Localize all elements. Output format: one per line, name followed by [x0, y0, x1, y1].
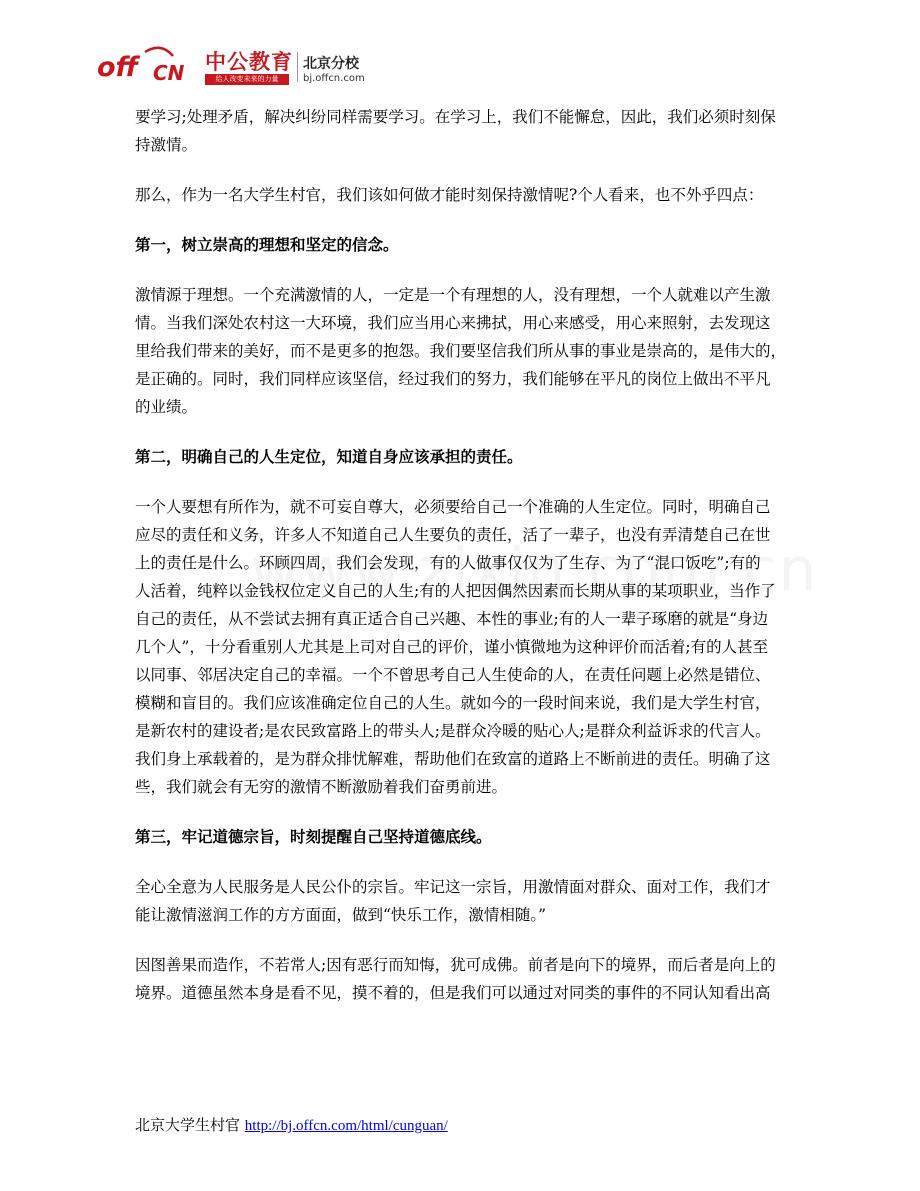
- text-line: 第一，树立崇高的理想和坚定的信念。: [135, 235, 399, 254]
- text-line: 那么，作为一名大学生村官，我们该如何做才能时刻保持激情呢?个人看来，也不外乎四点：: [135, 186, 764, 204]
- svg-text:off: off: [97, 52, 139, 83]
- paragraph: [135, 281, 787, 421]
- text-line: 人活着，纯粹以金钱权位定义自己的人生;有的人把因偶然因素而长期从事的某项职业，当作了: [135, 582, 776, 600]
- footer-label: 北京大学生村官: [135, 1116, 245, 1134]
- text-line: 全心全意为人民服务是人民公仆的宗旨。牢记这一宗旨，用激情面对群众、面对工作，我们才: [135, 878, 771, 896]
- text-line: 第二，明确自己的人生定位，知道自身应该承担的责任。: [135, 447, 523, 466]
- brand-name: 中公教育: [205, 50, 293, 74]
- section-heading: [135, 823, 787, 851]
- text-line: 要学习;处理矛盾，解决纠纷同样需要学习。在学习上，我们不能懈怠，因此，我们必须时刻保: [135, 108, 776, 126]
- brand-slogan: 给人改变未来的力量: [205, 74, 289, 85]
- branch-url: bj.offcn.com: [303, 73, 365, 84]
- text-line: 我们身上承载着的，是为群众排忧解难，帮助他们在致富的道路上不断前进的责任。明确了这: [135, 750, 771, 768]
- text-line: 的业绩。: [135, 398, 198, 416]
- text-line: 因图善果而造作，不若常人;因有恶行而知悔，犹可成佛。前者是向下的境界，而后者是向上的: [135, 956, 776, 974]
- paragraph: [135, 951, 787, 1007]
- text-line: 上的责任是什么。环顾四周，我们会发现，有的人做事仅仅为了生存、为了“混口饭吃”;有的: [135, 554, 761, 572]
- document-body: [135, 103, 787, 1029]
- text-line: 应尽的责任和义务，许多人不知道自己人生要负的责任，活了一辈子，也没有弄清楚自己在世: [135, 526, 771, 544]
- paragraph: [135, 493, 787, 801]
- paragraph: [135, 873, 787, 929]
- text-line: 自己的责任，从不尝试去拥有真正适合自己兴趣、本性的事业;有的人一辈子琢磨的就是“身边: [135, 610, 769, 628]
- paragraph: [135, 103, 787, 159]
- text-line: 第三，牢记道德宗旨，时刻提醒自己坚持道德底线。: [135, 827, 492, 846]
- offcn-logo-icon: [95, 46, 205, 86]
- text-line: 几个人”，十分看重别人尤其是上司对自己的评价，谨小慎微地为这种评价而活着;有的人甚至: [135, 638, 769, 656]
- text-line: 是正确的。同时，我们同样应该坚信，经过我们的努力，我们能够在平凡的岗位上做出不平凡: [135, 370, 771, 388]
- text-line: 能让激情滋润工作的方方面面，做到“快乐工作，激情相随。”: [135, 906, 547, 924]
- footer-link[interactable]: http://bj.offcn.com/html/cunguan/: [244, 1118, 448, 1134]
- svg-text:CN: CN: [153, 61, 185, 85]
- text-line: 是新农村的建设者;是农民致富路上的带头人;是群众冷暖的贴心人;是群众利益诉求的代言人。: [135, 722, 771, 740]
- section-heading: [135, 443, 787, 471]
- text-line: 些，我们就会有无穷的激情不断激励着我们奋勇前进。: [135, 778, 508, 796]
- text-line: 一个人要想有所作为，就不可妄自尊大，必须要给自己一个准确的人生定位。同时，明确自己: [135, 498, 771, 516]
- text-line: 以同事、邻居决定自己的幸福。一个不曾思考自己人生使命的人，在责任问题上必然是错位、: [135, 666, 771, 684]
- header-logo: [95, 38, 395, 88]
- text-line: 模糊和盲目的。我们应该准确定位自己的人生。就如今的一段时间来说，我们是大学生村官，: [135, 694, 771, 712]
- text-line: 境界。道德虽然本身是看不见，摸不着的，但是我们可以通过对同类的事件的不同认知看出高: [135, 984, 771, 1002]
- section-heading: [135, 231, 787, 259]
- text-line: 情。当我们深处农村这一大环境，我们应当用心来拂拭，用心来感受，用心来照射，去发现这: [135, 314, 771, 332]
- branch-name: 北京分校: [303, 56, 359, 72]
- paragraph: [135, 181, 787, 209]
- footer: [135, 1114, 448, 1137]
- text-line: 激情源于理想。一个充满激情的人，一定是一个有理想的人，没有理想，一个人就难以产生激: [135, 286, 771, 304]
- logo-divider: [297, 52, 298, 82]
- text-line: 里给我们带来的美好，而不是更多的抱怨。我们要坚信我们所从事的事业是崇高的，是伟大的，: [135, 342, 787, 360]
- text-line: 持激情。: [135, 136, 198, 154]
